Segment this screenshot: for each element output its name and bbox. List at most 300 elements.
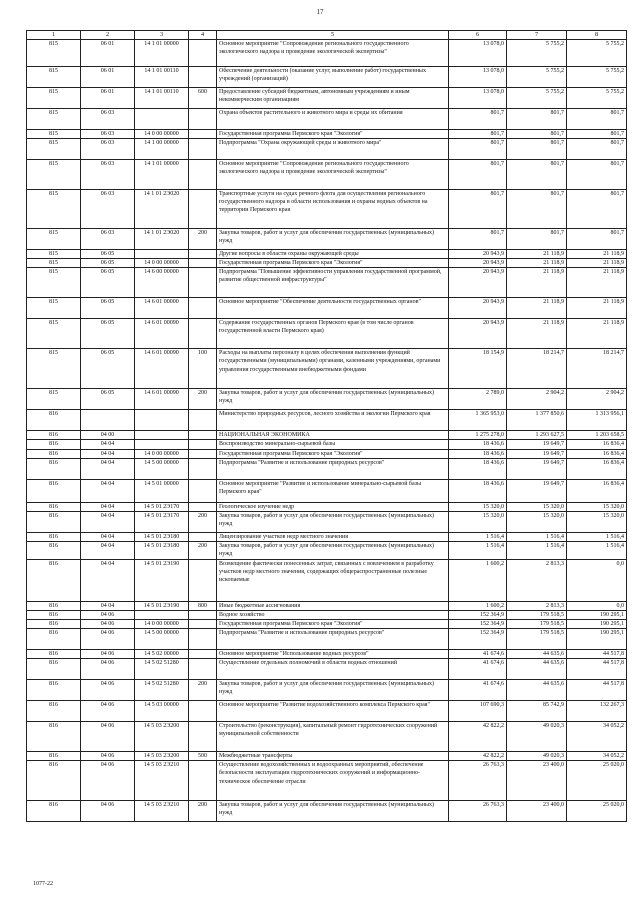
table-row: [27, 680, 627, 701]
target-article-cell: 14 0 00 00000: [135, 130, 189, 139]
table-row: [27, 752, 627, 761]
item-name-cell: Основное мероприятие "Сопровождение регионального государственного экологического надзора и проведение экологической экспертизы": [217, 160, 449, 190]
table-row: [27, 139, 627, 160]
table-row: [27, 130, 627, 139]
section-code-cell: 06 05: [81, 250, 135, 259]
amount-year-2-cell: 23 400,0: [507, 801, 567, 822]
amount-year-1-cell: 107 690,3: [449, 701, 507, 722]
amount-year-3-cell: 44 517,8: [567, 680, 627, 701]
expense-type-cell: [189, 40, 217, 67]
item-name-cell: Подпрограмма "Развитие и использование природных ресурсов": [217, 629, 449, 650]
table-row: [27, 40, 627, 67]
admin-code-cell: 816: [27, 479, 81, 502]
section-code-cell: 06 05: [81, 319, 135, 349]
item-name-cell: Основное мероприятие "Использование водных ресурсов": [217, 650, 449, 659]
target-article-cell: 14 1 01 2Э020: [135, 190, 189, 229]
section-code-cell: 04 06: [81, 650, 135, 659]
table-row: [27, 511, 627, 532]
amount-year-2-cell: 15 320,0: [507, 502, 567, 511]
target-article-cell: 14 5 00 00000: [135, 458, 189, 479]
section-code-cell: 04 04: [81, 559, 135, 601]
item-name-cell: Возмещение фактически понесенных затрат, связанных с вовлечением в разработку участков недр местного значения, содержащих общераспространенные полезные ископаемые: [217, 559, 449, 601]
target-article-cell: 14 6 01 00090: [135, 319, 189, 349]
item-name-cell: Государственная программа Пермского края "Экология": [217, 259, 449, 268]
header-cell: 6: [449, 31, 507, 40]
admin-code-cell: 816: [27, 629, 81, 650]
expense-type-cell: [189, 701, 217, 722]
target-article-cell: 14 5 01 00000: [135, 479, 189, 502]
amount-year-2-cell: 44 635,6: [507, 650, 567, 659]
expense-type-cell: 100: [189, 349, 217, 389]
amount-year-3-cell: 16 836,4: [567, 479, 627, 502]
target-article-cell: 14 0 00 00000: [135, 620, 189, 629]
table-row: [27, 601, 627, 610]
table-row: [27, 761, 627, 801]
section-code-cell: 06 03: [81, 109, 135, 130]
amount-year-2-cell: 49 020,3: [507, 722, 567, 752]
target-article-cell: 14 5 01 2Э190: [135, 559, 189, 601]
expense-type-cell: [189, 130, 217, 139]
expense-type-cell: [189, 298, 217, 319]
section-code-cell: 06 03: [81, 130, 135, 139]
item-name-cell: Подпрограмма "Развитие и использование природных ресурсов": [217, 458, 449, 479]
amount-year-2-cell: 179 518,5: [507, 610, 567, 619]
expense-type-cell: [189, 761, 217, 801]
admin-code-cell: 816: [27, 659, 81, 680]
table-row: [27, 458, 627, 479]
amount-year-1-cell: 152 364,9: [449, 610, 507, 619]
admin-code-cell: 815: [27, 88, 81, 109]
expense-type-cell: [189, 268, 217, 298]
admin-code-cell: 816: [27, 440, 81, 449]
item-name-cell: Государственная программа Пермского края "Экология": [217, 449, 449, 458]
header-cell: 8: [567, 31, 627, 40]
amount-year-1-cell: 41 674,6: [449, 659, 507, 680]
amount-year-1-cell: 1 600,2: [449, 559, 507, 601]
item-name-cell: Подпрограмма "Повышение эффективности управления государственной программой, развитие общественной инфраструктуры": [217, 268, 449, 298]
amount-year-1-cell: 15 320,0: [449, 502, 507, 511]
amount-year-3-cell: 44 517,8: [567, 650, 627, 659]
section-code-cell: 06 03: [81, 139, 135, 160]
amount-year-2-cell: 801,7: [507, 130, 567, 139]
header-cell: 2: [81, 31, 135, 40]
amount-year-1-cell: 152 364,9: [449, 629, 507, 650]
table-row: [27, 449, 627, 458]
section-code-cell: 04 06: [81, 761, 135, 801]
target-article-cell: 14 5 01 2Э180: [135, 532, 189, 541]
admin-code-cell: 816: [27, 502, 81, 511]
item-name-cell: Государственная программа Пермского края "Экология": [217, 130, 449, 139]
expense-type-cell: [189, 431, 217, 440]
header-cell: 1: [27, 31, 81, 40]
amount-year-2-cell: 1 516,4: [507, 532, 567, 541]
table-header-row: [27, 31, 627, 40]
table-row: [27, 160, 627, 190]
expense-type-cell: [189, 722, 217, 752]
admin-code-cell: 815: [27, 349, 81, 389]
page-number: 17: [316, 8, 324, 16]
table-row: [27, 229, 627, 250]
amount-year-2-cell: 19 649,7: [507, 458, 567, 479]
section-code-cell: 04 06: [81, 620, 135, 629]
target-article-cell: 14 1 01 00000: [135, 160, 189, 190]
item-name-cell: Закупка товаров, работ и услуг для обеспечения государственных (муниципальных) нужд: [217, 511, 449, 532]
admin-code-cell: 815: [27, 389, 81, 410]
amount-year-2-cell: 21 118,9: [507, 298, 567, 319]
header-cell: 4: [189, 31, 217, 40]
item-name-cell: Межбюджетные трансферты: [217, 752, 449, 761]
expense-type-cell: 200: [189, 680, 217, 701]
admin-code-cell: 816: [27, 722, 81, 752]
admin-code-cell: 816: [27, 801, 81, 822]
expense-type-cell: [189, 319, 217, 349]
amount-year-3-cell: 25 020,0: [567, 761, 627, 801]
table-row: [27, 659, 627, 680]
amount-year-3-cell: 44 517,8: [567, 659, 627, 680]
amount-year-3-cell: 801,7: [567, 130, 627, 139]
item-name-cell: Транспортные услуги на судах речного флота для осуществления регионального государственного надзора в области использования и охраны водных объектов на территории Пермского края: [217, 190, 449, 229]
amount-year-1-cell: 20 943,9: [449, 259, 507, 268]
target-article-cell: 14 5 03 2Э210: [135, 761, 189, 801]
amount-year-1-cell: 18 436,6: [449, 440, 507, 449]
amount-year-2-cell: 1 293 627,5: [507, 431, 567, 440]
table-row: [27, 259, 627, 268]
header-cell: 7: [507, 31, 567, 40]
admin-code-cell: 816: [27, 680, 81, 701]
amount-year-3-cell: 15 320,0: [567, 502, 627, 511]
amount-year-3-cell: 16 836,4: [567, 458, 627, 479]
amount-year-2-cell: 2 904,2: [507, 389, 567, 410]
target-article-cell: [135, 610, 189, 619]
section-code-cell: 06 01: [81, 88, 135, 109]
section-code-cell: 04 06: [81, 801, 135, 822]
expense-type-cell: [189, 67, 217, 88]
amount-year-1-cell: 18 154,9: [449, 349, 507, 389]
amount-year-1-cell: 18 436,6: [449, 479, 507, 502]
target-article-cell: 14 1 01 00110: [135, 67, 189, 88]
admin-code-cell: 816: [27, 458, 81, 479]
amount-year-2-cell: 179 518,5: [507, 620, 567, 629]
amount-year-1-cell: 18 436,6: [449, 449, 507, 458]
admin-code-cell: 816: [27, 511, 81, 532]
section-code-cell: 06 05: [81, 268, 135, 298]
target-article-cell: 14 5 01 2Э170: [135, 502, 189, 511]
table-row: [27, 541, 627, 559]
expense-type-cell: [189, 160, 217, 190]
admin-code-cell: 815: [27, 160, 81, 190]
amount-year-1-cell: 15 320,0: [449, 511, 507, 532]
amount-year-2-cell: 21 118,9: [507, 268, 567, 298]
expense-type-cell: 200: [189, 541, 217, 559]
table-row: [27, 701, 627, 722]
amount-year-3-cell: 5 755,2: [567, 67, 627, 88]
amount-year-1-cell: 13 078,0: [449, 67, 507, 88]
amount-year-2-cell: 15 320,0: [507, 511, 567, 532]
item-name-cell: Основное мероприятие "Обеспечение деятельности государственных органов": [217, 298, 449, 319]
amount-year-1-cell: 20 943,9: [449, 298, 507, 319]
amount-year-2-cell: 21 118,9: [507, 259, 567, 268]
amount-year-3-cell: 801,7: [567, 160, 627, 190]
amount-year-3-cell: 21 118,9: [567, 298, 627, 319]
table-row: [27, 431, 627, 440]
budget-table: [26, 30, 627, 822]
expense-type-cell: 500: [189, 752, 217, 761]
target-article-cell: 14 5 00 00000: [135, 629, 189, 650]
item-name-cell: Закупка товаров, работ и услуг для обеспечения государственных (муниципальных) нужд: [217, 229, 449, 250]
table-row: [27, 250, 627, 259]
table-row: [27, 722, 627, 752]
admin-code-cell: 816: [27, 541, 81, 559]
section-code-cell: 04 06: [81, 629, 135, 650]
expense-type-cell: [189, 650, 217, 659]
amount-year-3-cell: 21 118,9: [567, 319, 627, 349]
table-row: [27, 410, 627, 431]
target-article-cell: [135, 431, 189, 440]
table-row: [27, 629, 627, 650]
section-code-cell: 04 04: [81, 601, 135, 610]
expense-type-cell: [189, 559, 217, 601]
section-code-cell: 04 06: [81, 610, 135, 619]
section-code-cell: [81, 410, 135, 431]
expense-type-cell: [189, 629, 217, 650]
expense-type-cell: 600: [189, 88, 217, 109]
amount-year-2-cell: 23 400,0: [507, 761, 567, 801]
amount-year-1-cell: 26 763,3: [449, 801, 507, 822]
header-cell: 5: [217, 31, 449, 40]
amount-year-3-cell: 21 118,9: [567, 268, 627, 298]
expense-type-cell: 200: [189, 229, 217, 250]
target-article-cell: 14 5 03 00000: [135, 701, 189, 722]
admin-code-cell: 816: [27, 752, 81, 761]
target-article-cell: 14 5 01 2Э180: [135, 541, 189, 559]
admin-code-cell: 815: [27, 130, 81, 139]
item-name-cell: Другие вопросы в области охраны окружающей среды: [217, 250, 449, 259]
table-row: [27, 88, 627, 109]
table-row: [27, 440, 627, 449]
item-name-cell: Расходы на выплаты персоналу в целях обеспечения выполнения функций государственными (муниципальными) органами, казенными учреждениями, органами управления государственными внебюджетными фондами: [217, 349, 449, 389]
item-name-cell: Государственная программа Пермского края "Экология": [217, 620, 449, 629]
amount-year-1-cell: 2 789,0: [449, 389, 507, 410]
amount-year-2-cell: 5 755,2: [507, 88, 567, 109]
section-code-cell: 06 05: [81, 349, 135, 389]
item-name-cell: Закупка товаров, работ и услуг для обеспечения государственных (муниципальных) нужд: [217, 541, 449, 559]
admin-code-cell: 816: [27, 431, 81, 440]
section-code-cell: 04 04: [81, 502, 135, 511]
admin-code-cell: 816: [27, 610, 81, 619]
amount-year-3-cell: 18 214,7: [567, 349, 627, 389]
target-article-cell: 14 5 03 2Э210: [135, 801, 189, 822]
target-article-cell: 14 5 03 2Э200: [135, 752, 189, 761]
table-row: [27, 319, 627, 349]
item-name-cell: Воспроизводство минерально-сырьевой базы: [217, 440, 449, 449]
target-article-cell: 14 6 01 00090: [135, 389, 189, 410]
target-article-cell: 14 5 02 51280: [135, 659, 189, 680]
amount-year-1-cell: 1 516,4: [449, 532, 507, 541]
item-name-cell: Лицензирование участков недр местного значения: [217, 532, 449, 541]
expense-type-cell: 800: [189, 601, 217, 610]
table-row: [27, 650, 627, 659]
amount-year-2-cell: 1 377 850,6: [507, 410, 567, 431]
expense-type-cell: [189, 532, 217, 541]
amount-year-2-cell: 2 813,3: [507, 601, 567, 610]
amount-year-3-cell: 801,7: [567, 190, 627, 229]
table-row: [27, 610, 627, 619]
item-name-cell: Закупка товаров, работ и услуг для обеспечения государственных (муниципальных) нужд: [217, 389, 449, 410]
amount-year-1-cell: 13 078,0: [449, 88, 507, 109]
admin-code-cell: 815: [27, 229, 81, 250]
amount-year-3-cell: 190 295,1: [567, 610, 627, 619]
table-row: [27, 502, 627, 511]
amount-year-3-cell: 801,7: [567, 139, 627, 160]
amount-year-1-cell: 13 078,0: [449, 40, 507, 67]
table-row: [27, 268, 627, 298]
expense-type-cell: 200: [189, 511, 217, 532]
section-code-cell: 04 04: [81, 511, 135, 532]
target-article-cell: 14 5 03 2Э200: [135, 722, 189, 752]
expense-type-cell: [189, 250, 217, 259]
table-body: [27, 31, 627, 822]
amount-year-1-cell: 18 436,6: [449, 458, 507, 479]
section-code-cell: 04 04: [81, 541, 135, 559]
item-name-cell: Строительство (реконструкция), капитальный ремонт гидротехнических сооружений муниципальной собственности: [217, 722, 449, 752]
amount-year-1-cell: 801,7: [449, 229, 507, 250]
target-article-cell: 14 1 01 2Э020: [135, 229, 189, 250]
item-name-cell: Геологическое изучение недр: [217, 502, 449, 511]
table-row: [27, 620, 627, 629]
amount-year-1-cell: 41 674,6: [449, 680, 507, 701]
header-cell: 3: [135, 31, 189, 40]
amount-year-1-cell: 801,7: [449, 160, 507, 190]
section-code-cell: 04 06: [81, 680, 135, 701]
expense-type-cell: [189, 479, 217, 502]
amount-year-3-cell: 16 836,4: [567, 449, 627, 458]
target-article-cell: [135, 440, 189, 449]
admin-code-cell: 815: [27, 259, 81, 268]
amount-year-2-cell: 801,7: [507, 160, 567, 190]
target-article-cell: 14 6 01 00090: [135, 349, 189, 389]
expense-type-cell: 200: [189, 389, 217, 410]
target-article-cell: 14 1 00 00000: [135, 139, 189, 160]
amount-year-2-cell: 801,7: [507, 139, 567, 160]
section-code-cell: 04 06: [81, 701, 135, 722]
section-code-cell: 04 06: [81, 752, 135, 761]
target-article-cell: 14 5 01 2Э190: [135, 601, 189, 610]
admin-code-cell: 815: [27, 40, 81, 67]
target-article-cell: 14 0 00 00000: [135, 449, 189, 458]
admin-code-cell: 816: [27, 650, 81, 659]
amount-year-2-cell: 18 214,7: [507, 349, 567, 389]
section-code-cell: 04 06: [81, 722, 135, 752]
amount-year-3-cell: 1 313 956,1: [567, 410, 627, 431]
item-name-cell: Основное мероприятие "Развитие и использование минерально-сырьевой базы Пермского края": [217, 479, 449, 502]
amount-year-3-cell: 2 904,2: [567, 389, 627, 410]
table-row: [27, 349, 627, 389]
amount-year-2-cell: 5 755,2: [507, 67, 567, 88]
admin-code-cell: 816: [27, 701, 81, 722]
item-name-cell: Предоставление субсидий бюджетным, автономным учреждениям и иным некоммерческим организациям: [217, 88, 449, 109]
admin-code-cell: 816: [27, 410, 81, 431]
admin-code-cell: 816: [27, 532, 81, 541]
amount-year-1-cell: 20 943,9: [449, 250, 507, 259]
amount-year-3-cell: 132 267,3: [567, 701, 627, 722]
expense-type-cell: [189, 139, 217, 160]
expense-type-cell: [189, 659, 217, 680]
table-row: [27, 479, 627, 502]
amount-year-2-cell: 179 518,5: [507, 629, 567, 650]
section-code-cell: 04 04: [81, 479, 135, 502]
amount-year-3-cell: 1 203 658,5: [567, 431, 627, 440]
item-name-cell: Осуществление отдельных полномочий в области водных отношений: [217, 659, 449, 680]
amount-year-3-cell: 21 118,9: [567, 259, 627, 268]
amount-year-1-cell: 801,7: [449, 190, 507, 229]
amount-year-2-cell: 19 649,7: [507, 440, 567, 449]
admin-code-cell: 815: [27, 67, 81, 88]
item-name-cell: Основное мероприятие "Сопровождение регионального государственного экологического надзора и проведение экологической экспертизы": [217, 40, 449, 67]
amount-year-3-cell: 1 516,4: [567, 541, 627, 559]
section-code-cell: 04 04: [81, 449, 135, 458]
target-article-cell: 14 1 01 00110: [135, 88, 189, 109]
amount-year-3-cell: 190 295,1: [567, 620, 627, 629]
expense-type-cell: [189, 190, 217, 229]
expense-type-cell: [189, 259, 217, 268]
admin-code-cell: 815: [27, 298, 81, 319]
amount-year-3-cell: 15 320,0: [567, 511, 627, 532]
target-article-cell: 14 5 02 51280: [135, 680, 189, 701]
amount-year-1-cell: 42 822,2: [449, 722, 507, 752]
table-row: [27, 67, 627, 88]
table-row: [27, 109, 627, 130]
table-row: [27, 532, 627, 541]
amount-year-2-cell: 1 516,4: [507, 541, 567, 559]
amount-year-2-cell: 801,7: [507, 190, 567, 229]
item-name-cell: Содержание государственных органов Пермского края (в том числе органов государственной власти Пермского края): [217, 319, 449, 349]
amount-year-3-cell: 34 052,2: [567, 752, 627, 761]
item-name-cell: Охрана объектов растительного и животного мира и среды их обитания: [217, 109, 449, 130]
footer-code: 1077-22: [33, 881, 53, 887]
amount-year-3-cell: 190 295,1: [567, 629, 627, 650]
expense-type-cell: [189, 620, 217, 629]
amount-year-1-cell: 1 600,2: [449, 601, 507, 610]
target-article-cell: [135, 250, 189, 259]
amount-year-3-cell: 25 020,0: [567, 801, 627, 822]
amount-year-2-cell: 801,7: [507, 109, 567, 130]
amount-year-1-cell: 1 365 953,0: [449, 410, 507, 431]
target-article-cell: [135, 109, 189, 130]
amount-year-2-cell: 44 635,6: [507, 659, 567, 680]
admin-code-cell: 815: [27, 139, 81, 160]
admin-code-cell: 816: [27, 620, 81, 629]
admin-code-cell: 815: [27, 109, 81, 130]
admin-code-cell: 816: [27, 449, 81, 458]
amount-year-1-cell: 42 822,2: [449, 752, 507, 761]
target-article-cell: 14 1 01 00000: [135, 40, 189, 67]
section-code-cell: 06 03: [81, 190, 135, 229]
item-name-cell: Подпрограмма "Охрана окружающей среды и животного мира": [217, 139, 449, 160]
table-row: [27, 298, 627, 319]
amount-year-2-cell: 21 118,9: [507, 319, 567, 349]
item-name-cell: Закупка товаров, работ и услуг для обеспечения государственных (муниципальных) нужд: [217, 801, 449, 822]
item-name-cell: Основное мероприятие "Развитие водохозяйственного комплекса Пермского края": [217, 701, 449, 722]
amount-year-3-cell: 21 118,9: [567, 250, 627, 259]
amount-year-2-cell: 85 742,9: [507, 701, 567, 722]
target-article-cell: 14 6 01 00000: [135, 298, 189, 319]
item-name-cell: Осуществление водохозяйственных и водоохранных мероприятий, обеспечение безопасности эксплуатации гидротехнических сооружений и информационно-техническое обеспечение отрасли: [217, 761, 449, 801]
table-row: [27, 389, 627, 410]
section-code-cell: 06 01: [81, 40, 135, 67]
expense-type-cell: [189, 449, 217, 458]
amount-year-2-cell: 49 020,3: [507, 752, 567, 761]
expense-type-cell: [189, 109, 217, 130]
